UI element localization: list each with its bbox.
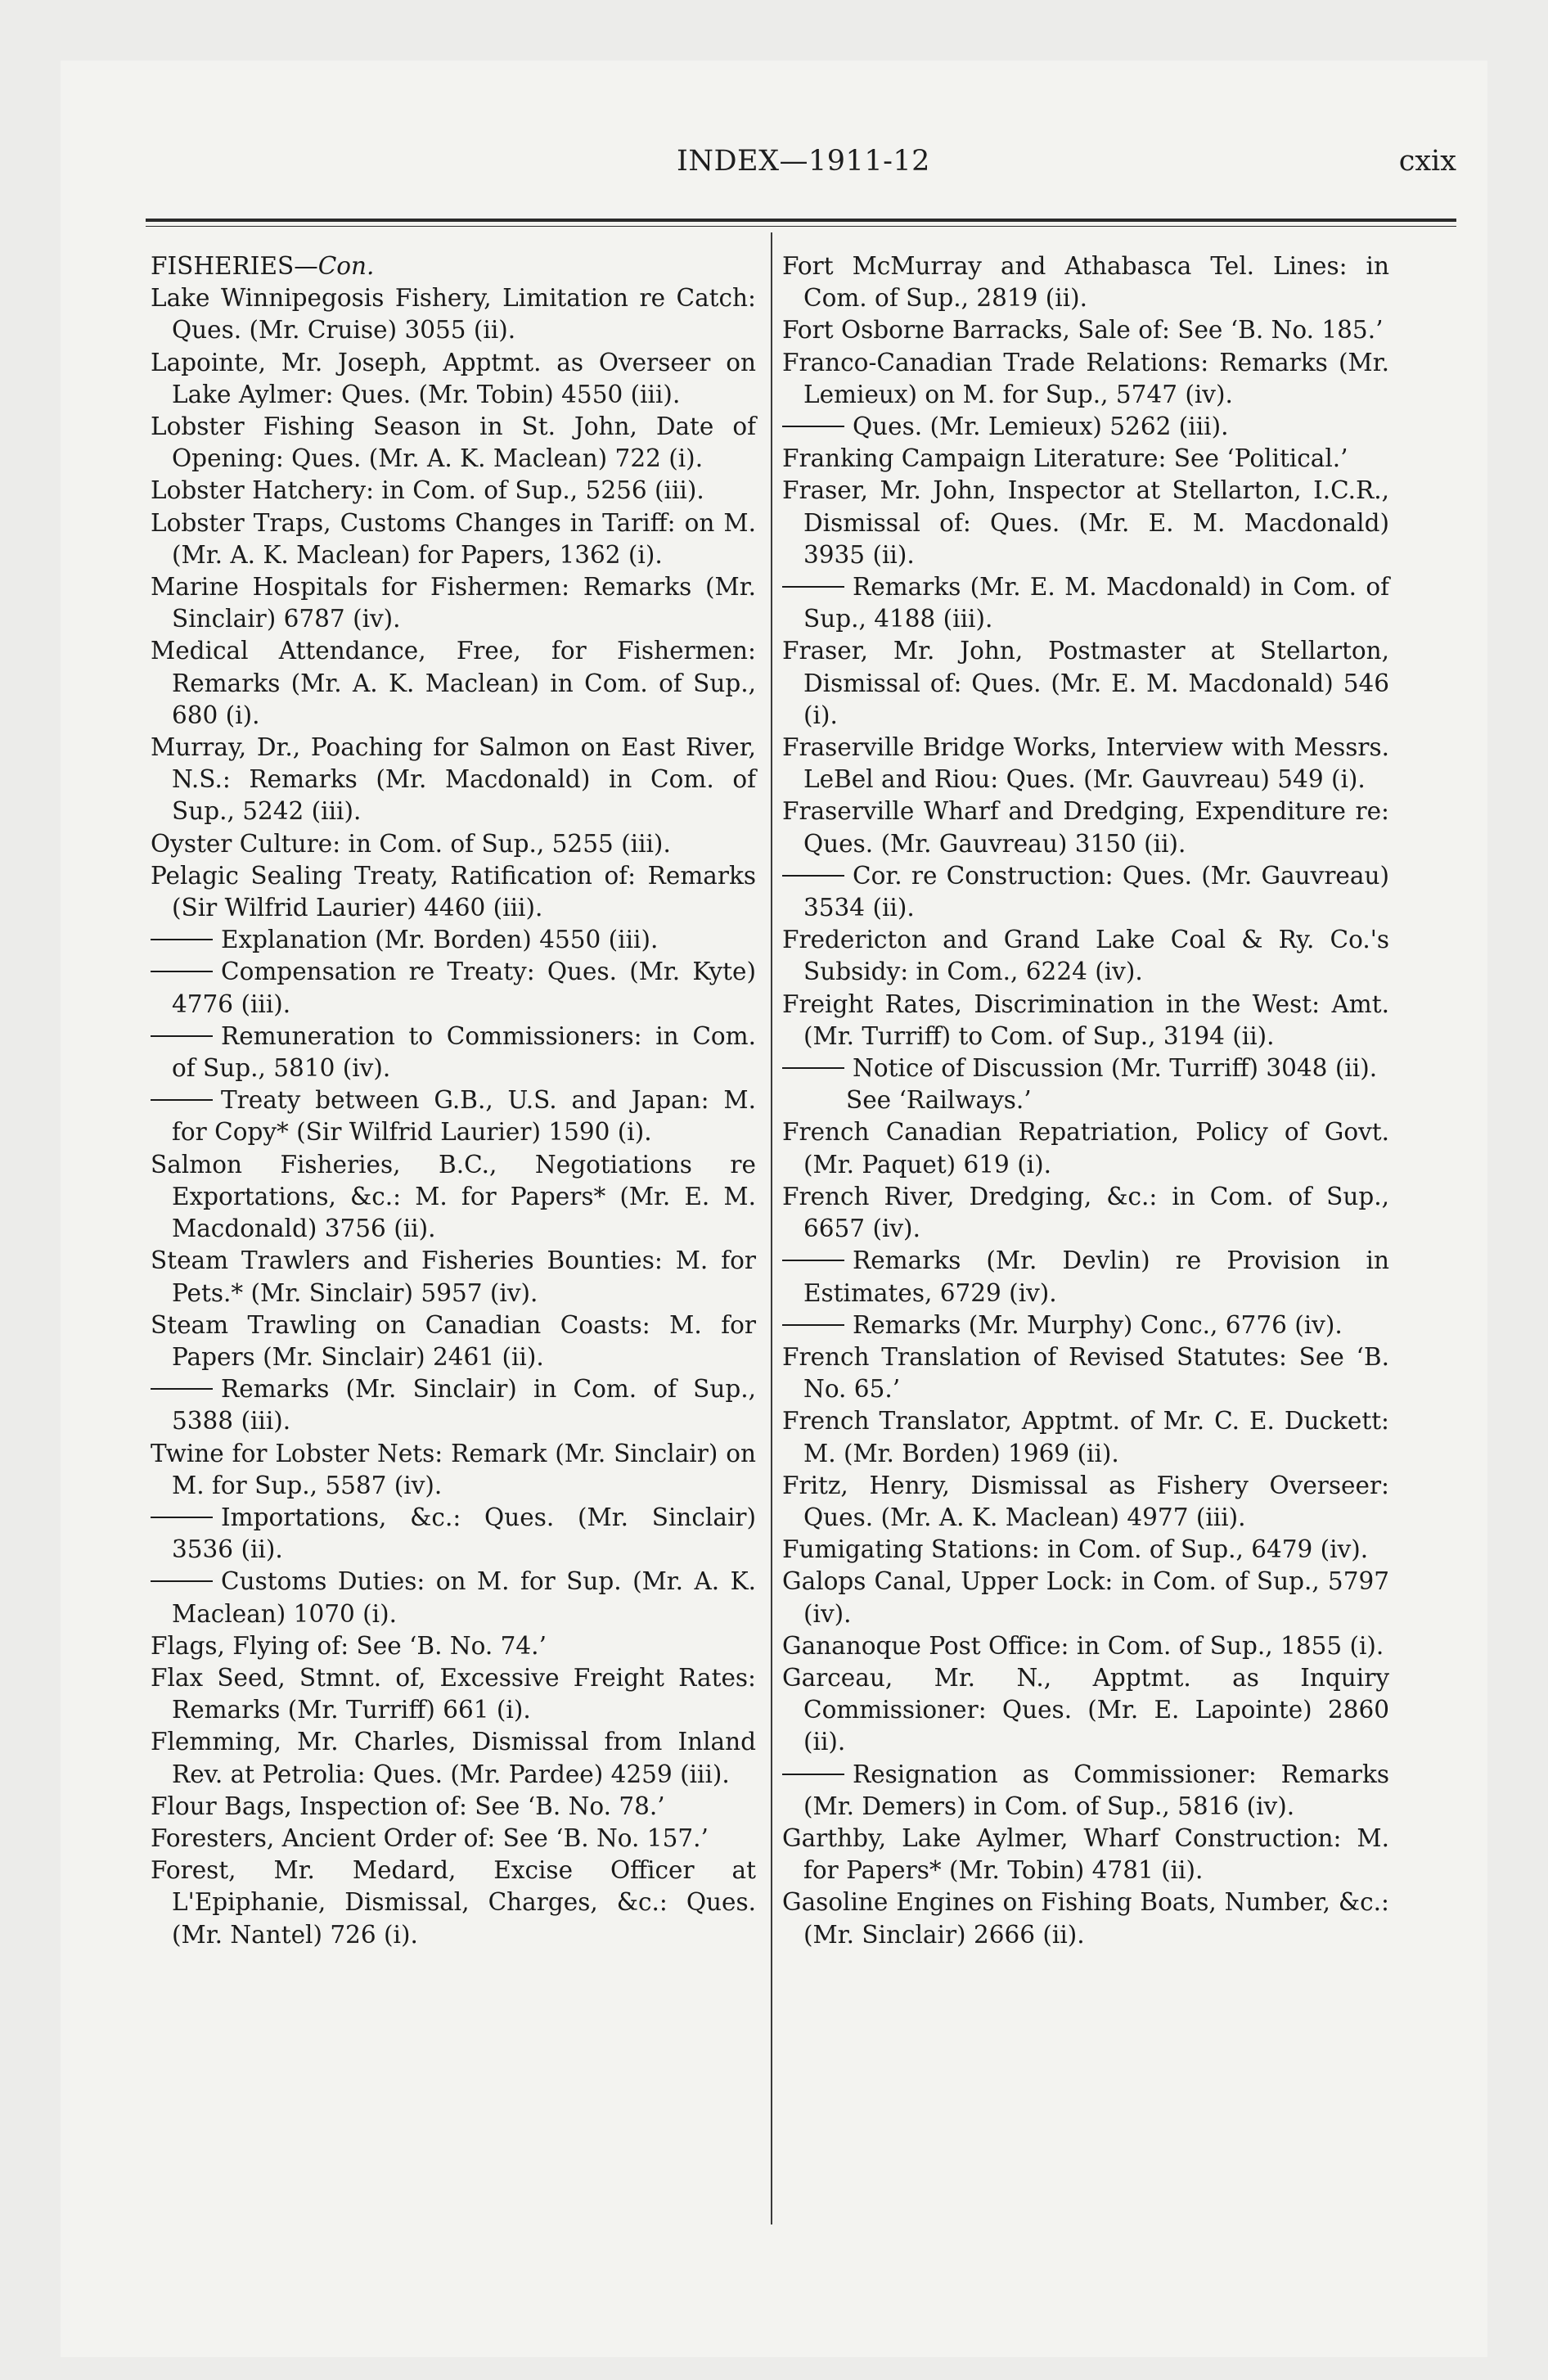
index-entry <box>782 250 1389 314</box>
index-entry <box>151 282 756 346</box>
entry-text: Lobster Traps, Customs Changes in Tariff: on M. (Mr. A. K. Maclean) for Papers, 1362 (i). <box>151 508 756 569</box>
entry-text: Garceau, Mr. N., Apptmt. as Inquiry Commissioner: Ques. (Mr. E. Lapointe) 2860 (ii). <box>782 1663 1389 1756</box>
index-entry <box>782 1823 1389 1886</box>
right-column <box>782 250 1389 1951</box>
repeat-dash <box>151 939 213 940</box>
section-heading <box>151 250 756 282</box>
entry-text: Franking Campaign Literature: See ‘Political.’ <box>782 444 1348 473</box>
index-entry <box>151 347 756 411</box>
entry-text: Lapointe, Mr. Joseph, Apptmt. as Overseer on Lake Aylmer: Ques. (Mr. Tobin) 4550 (iii). <box>151 348 756 408</box>
entry-text: Oyster Culture: in Com. of Sup., 5255 (iii). <box>151 829 671 858</box>
index-entry <box>782 475 1389 571</box>
repeat-dash <box>151 1035 213 1037</box>
repeat-dash <box>151 1388 213 1390</box>
entry-text: Fraserville Bridge Works, Interview with Messrs. LeBel and Riou: Ques. (Mr. Gauvreau) 549 (i). <box>782 733 1389 794</box>
entry-text: Fort Osborne Barracks, Sale of: See ‘B. No. 185.’ <box>782 316 1384 345</box>
entry-text: Pelagic Sealing Treaty, Ratification of: Remarks (Sir Wilfrid Laurier) 4460 (iii). <box>151 861 756 922</box>
entry-text: Fumigating Stations: in Com. of Sup., 6479 (iv). <box>782 1535 1369 1564</box>
index-entry <box>151 1662 756 1726</box>
index-entry <box>151 571 756 635</box>
index-entry <box>151 1726 756 1790</box>
entry-text: Fraser, Mr. John, Inspector at Stellarton, I.C.R., Dismissal of: Ques. (Mr. E. M. Macdonald) 3935 (ii). <box>782 476 1389 569</box>
index-entry <box>782 314 1389 346</box>
entry-text: Flour Bags, Inspection of: See ‘B. No. 78.’ <box>151 1792 665 1820</box>
index-entry <box>151 1823 756 1855</box>
index-entry <box>151 1309 756 1373</box>
index-entry <box>151 1245 756 1309</box>
entry-text: Cor. re Construction: Ques. (Mr. Gauvreau) 3534 (ii). <box>803 861 1389 922</box>
entry-text: Salmon Fisheries, B.C., Negotiations re Exportations, &c.: M. for Papers* (Mr. E. M. Macdonald) 3756 (ii). <box>151 1150 756 1243</box>
entry-text: Notice of Discussion (Mr. Turriff) 3048 (ii). <box>853 1054 1378 1083</box>
repeat-dash <box>782 1067 844 1069</box>
entry-text: Lobster Fishing Season in St. John, Date of Opening: Ques. (Mr. A. K. Maclean) 722 (i). <box>151 412 756 473</box>
entry-text: Flags, Flying of: See ‘B. No. 74.’ <box>151 1631 547 1660</box>
index-entry <box>151 1566 756 1629</box>
entry-text: Forest, Mr. Medard, Excise Officer at L'Epiphanie, Dismissal, Charges, &c.: Ques. (Mr. Nantel) 726 (i). <box>151 1856 756 1949</box>
entry-text: Treaty between G.B., U.S. and Japan: M. for Copy* (Sir Wilfrid Laurier) 1590 (i). <box>172 1086 756 1147</box>
repeat-dash <box>151 1099 213 1101</box>
entry-text: Fritz, Henry, Dismissal as Fishery Overseer: Ques. (Mr. A. K. Maclean) 4977 (iii). <box>782 1471 1389 1531</box>
column-divider <box>771 232 772 2224</box>
index-entry <box>782 411 1389 443</box>
index-entry <box>151 1149 756 1246</box>
index-entry <box>782 1116 1389 1180</box>
repeat-dash <box>151 1517 213 1518</box>
index-entry <box>782 347 1389 411</box>
entry-text: Lake Winnipegosis Fishery, Limitation re Catch: Ques. (Mr. Cruise) 3055 (ii). <box>151 284 756 345</box>
index-entry <box>151 1084 756 1148</box>
section-heading-continued: Con. <box>317 252 375 280</box>
repeat-dash <box>782 586 844 588</box>
entry-text: Steam Trawling on Canadian Coasts: M. for Papers (Mr. Sinclair) 2461 (ii). <box>151 1310 756 1371</box>
entry-text: Marine Hospitals for Fishermen: Remarks (Mr. Sinclair) 6787 (iv). <box>151 573 756 633</box>
entry-text: Remarks (Mr. Murphy) Conc., 6776 (iv). <box>853 1310 1343 1339</box>
entry-text: Remuneration to Commissioners: in Com. of Sup., 5810 (iv). <box>172 1021 756 1083</box>
entry-text: Fredericton and Grand Lake Coal & Ry. Co.'s Subsidy: in Com., 6224 (iv). <box>782 926 1389 986</box>
entry-text: Medical Attendance, Free, for Fishermen: Remarks (Mr. A. K. Maclean) in Com. of Sup., 680 (i). <box>151 637 756 729</box>
index-entry <box>151 860 756 924</box>
repeat-dash <box>782 1324 844 1326</box>
entry-text: Ques. (Mr. Lemieux) 5262 (iii). <box>853 412 1229 441</box>
running-title: INDEX—1911-12 <box>677 145 930 178</box>
entry-text: Freight Rates, Discrimination in the West: Amt. (Mr. Turriff) to Com. of Sup., 3194 (ii). <box>782 989 1389 1050</box>
index-entry <box>782 732 1389 796</box>
page-header <box>151 145 1456 181</box>
index-entry <box>151 828 756 860</box>
index-entry <box>151 1855 756 1951</box>
index-entry <box>151 1630 756 1662</box>
repeat-dash <box>151 1580 213 1582</box>
index-entry <box>782 1470 1389 1534</box>
index-entry <box>782 571 1389 635</box>
entry-text: French Translator, Apptmt. of Mr. C. E. Duckett: M. (Mr. Borden) 1969 (ii). <box>782 1407 1389 1467</box>
index-entry <box>151 635 756 732</box>
index-entry <box>151 1373 756 1437</box>
entry-text: Fort McMurray and Athabasca Tel. Lines: in Com. of Sup., 2819 (ii). <box>782 252 1389 313</box>
index-entry <box>782 1662 1389 1759</box>
entry-text: Franco-Canadian Trade Relations: Remarks (Mr. Lemieux) on M. for Sup., 5747 (iv). <box>782 348 1389 408</box>
entry-text: Fraser, Mr. John, Postmaster at Stellarton, Dismissal of: Ques. (Mr. E. M. Macdonald) 546 (i). <box>782 637 1389 729</box>
entry-text: Foresters, Ancient Order of: See ‘B. No. 157.’ <box>151 1823 709 1852</box>
index-entry <box>782 1566 1389 1629</box>
entry-text: Remarks (Mr. Devlin) re Provision in Estimates, 6729 (iv). <box>803 1246 1389 1307</box>
header-rule-thick <box>146 219 1456 222</box>
entry-text: Gananoque Post Office: in Com. of Sup., 1855 (i). <box>782 1631 1384 1660</box>
entry-text: French Translation of Revised Statutes: See ‘B. No. 65.’ <box>782 1342 1389 1404</box>
index-entry <box>151 1502 756 1566</box>
entry-text: Murray, Dr., Poaching for Salmon on East River, N.S.: Remarks (Mr. Macdonald) in Com. of Sup., 5242 (iii). <box>151 733 756 826</box>
index-entry <box>782 860 1389 924</box>
entry-text: Garthby, Lake Aylmer, Wharf Construction: M. for Papers* (Mr. Tobin) 4781 (ii). <box>782 1823 1389 1885</box>
index-entry <box>782 924 1389 988</box>
entry-text: Lobster Hatchery: in Com. of Sup., 5256 (iii). <box>151 476 704 505</box>
entry-text: Flemming, Mr. Charles, Dismissal from Inland Rev. at Petrolia: Ques. (Mr. Pardee) 4259 (iii). <box>151 1728 756 1788</box>
entry-text: Customs Duties: on M. for Sup. (Mr. A. K. Maclean) 1070 (i). <box>172 1567 756 1628</box>
entry-text: Compensation re Treaty: Ques. (Mr. Kyte) 4776 (iii). <box>172 958 756 1018</box>
index-entry <box>151 956 756 1020</box>
index-entry <box>151 1021 756 1084</box>
index-entry <box>782 1886 1389 1950</box>
index-entry <box>782 796 1389 859</box>
entry-text: Gasoline Engines on Fishing Boats, Number, &c.: (Mr. Sinclair) 2666 (ii). <box>782 1888 1389 1949</box>
index-entry <box>782 635 1389 732</box>
entry-text: Importations, &c.: Ques. (Mr. Sinclair) 3536 (ii). <box>172 1503 756 1564</box>
entry-text: French River, Dredging, &c.: in Com. of Sup., 6657 (iv). <box>782 1182 1389 1243</box>
index-entry <box>151 924 756 956</box>
header-rule-thin <box>146 226 1456 227</box>
index-entry <box>782 989 1389 1053</box>
section-heading-main: FISHERIES— <box>151 252 318 280</box>
index-entry <box>151 1791 756 1823</box>
repeat-dash <box>782 875 844 877</box>
entry-text: Twine for Lobster Nets: Remark (Mr. Sinclair) on M. for Sup., 5587 (iv). <box>151 1439 756 1499</box>
entry-text: Galops Canal, Upper Lock: in Com. of Sup., 5797 (iv). <box>782 1567 1389 1628</box>
index-entry <box>782 443 1389 475</box>
repeat-dash <box>782 1260 844 1261</box>
index-entry <box>151 411 756 475</box>
entry-text: French Canadian Repatriation, Policy of Govt. (Mr. Paquet) 619 (i). <box>782 1118 1389 1179</box>
entry-text: Steam Trawlers and Fisheries Bounties: M. for Pets.* (Mr. Sinclair) 5957 (iv). <box>151 1246 756 1307</box>
entry-text: Remarks (Mr. Sinclair) in Com. of Sup., 5388 (iii). <box>172 1375 756 1436</box>
repeat-dash <box>782 1774 844 1775</box>
index-entry <box>151 507 756 571</box>
index-entry <box>782 1181 1389 1245</box>
repeat-dash <box>151 971 213 972</box>
page-number: cxix <box>1398 145 1456 178</box>
index-entry <box>151 475 756 507</box>
index-entry <box>782 1534 1389 1566</box>
left-column <box>151 250 756 1951</box>
entry-text: Fraserville Wharf and Dredging, Expenditure re: Ques. (Mr. Gauvreau) 3150 (ii). <box>782 797 1389 858</box>
index-entry <box>782 1309 1389 1341</box>
index-entry <box>782 1759 1389 1823</box>
entry-text: Remarks (Mr. E. M. Macdonald) in Com. of Sup., 4188 (iii). <box>803 573 1389 633</box>
repeat-dash <box>782 426 844 427</box>
index-entry <box>782 1405 1389 1469</box>
index-entry <box>151 732 756 828</box>
index-entry <box>782 1053 1389 1084</box>
entry-text: See ‘Railways.’ <box>846 1086 1032 1115</box>
entry-text: Explanation (Mr. Borden) 4550 (iii). <box>221 926 659 954</box>
index-entry <box>782 1245 1389 1309</box>
index-entry <box>782 1084 1389 1116</box>
index-entry <box>782 1341 1389 1405</box>
index-entry <box>782 1630 1389 1662</box>
entry-text: Flax Seed, Stmnt. of, Excessive Freight Rates: Remarks (Mr. Turriff) 661 (i). <box>151 1663 756 1724</box>
index-entry <box>151 1438 756 1502</box>
entry-text: Resignation as Commissioner: Remarks (Mr. Demers) in Com. of Sup., 5816 (iv). <box>803 1760 1389 1820</box>
